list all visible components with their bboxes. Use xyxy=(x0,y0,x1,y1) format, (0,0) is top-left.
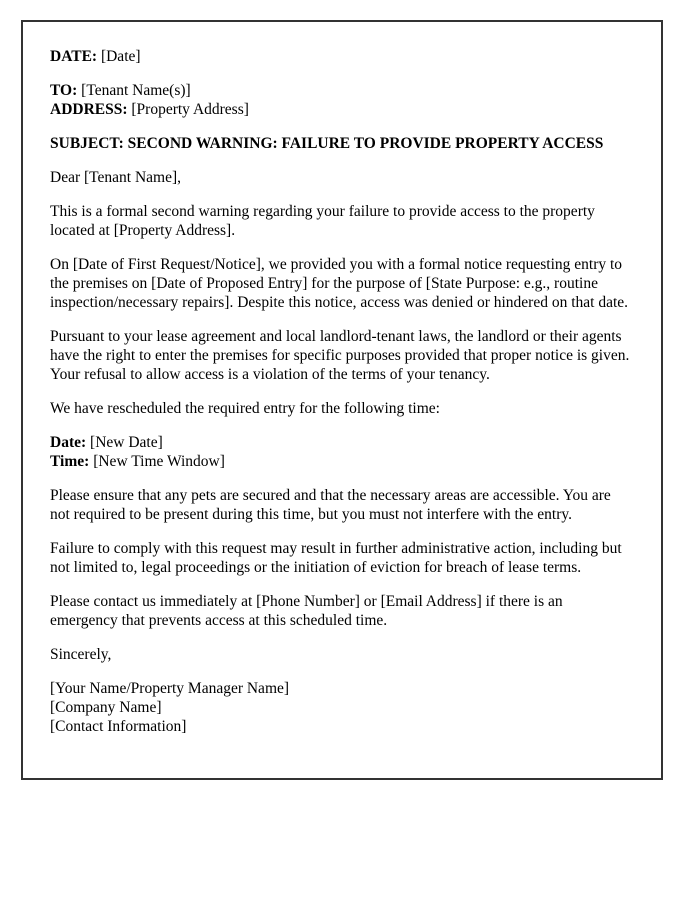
paragraph-first-notice: On [Date of First Request/Notice], we provided you with a formal notice requesting entry to the premises on [Date of Proposed Entry] for the purpose of [State Purpose: e.g., routine inspection/necessary repairs]. Despite this notice, access was denied or hindered on that date. xyxy=(50,256,629,311)
to-value: [Tenant Name(s)] xyxy=(81,82,191,99)
date-line xyxy=(50,47,634,66)
paragraph-reschedule: We have rescheduled the required entry for the following time: xyxy=(50,400,440,417)
paragraph-lease-rights: Pursuant to your lease agreement and local landlord-tenant laws, the landlord or their agents have the right to enter the premises for specific purposes provided that proper notice is given. Your refusal to allow access is a violation of the terms of your tenancy. xyxy=(50,328,630,383)
date-label: DATE: xyxy=(50,48,98,65)
paragraph-intro: This is a formal second warning regarding your failure to provide access to the property located at [Property Address]. xyxy=(50,203,595,239)
paragraph-consequences: Failure to comply with this request may result in further administrative action, including but not limited to, legal proceedings or the initiation of eviction for breach of lease terms. xyxy=(50,540,622,576)
letter-container xyxy=(21,20,663,780)
signature-company: [Company Name] xyxy=(50,699,162,716)
address-label: ADDRESS: xyxy=(50,101,128,118)
new-date-label: Date: xyxy=(50,434,87,451)
schedule-block xyxy=(50,433,634,471)
new-time-value: [New Time Window] xyxy=(93,453,225,470)
signature-name: [Your Name/Property Manager Name] xyxy=(50,680,290,697)
paragraph-contact: Please contact us immediately at [Phone Number] or [Email Address] if there is an emergency that prevents access at this scheduled time. xyxy=(50,593,563,629)
date-value: [Date] xyxy=(100,48,141,65)
new-time-label: Time: xyxy=(50,453,90,470)
closing: Sincerely, xyxy=(50,646,112,663)
address-value: [Property Address] xyxy=(131,101,249,118)
to-label: TO: xyxy=(50,82,78,99)
salutation: Dear [Tenant Name], xyxy=(50,169,182,186)
recipient-block xyxy=(50,81,634,119)
signature-contact: [Contact Information] xyxy=(50,718,187,735)
new-date-value: [New Date] xyxy=(90,434,163,451)
subject-line: SUBJECT: SECOND WARNING: FAILURE TO PROVIDE PROPERTY ACCESS xyxy=(50,135,604,152)
paragraph-instructions: Please ensure that any pets are secured and that the necessary areas are accessible. You are not required to be present during this time, but you must not interfere with the entry. xyxy=(50,487,611,523)
signature-block xyxy=(50,679,634,736)
